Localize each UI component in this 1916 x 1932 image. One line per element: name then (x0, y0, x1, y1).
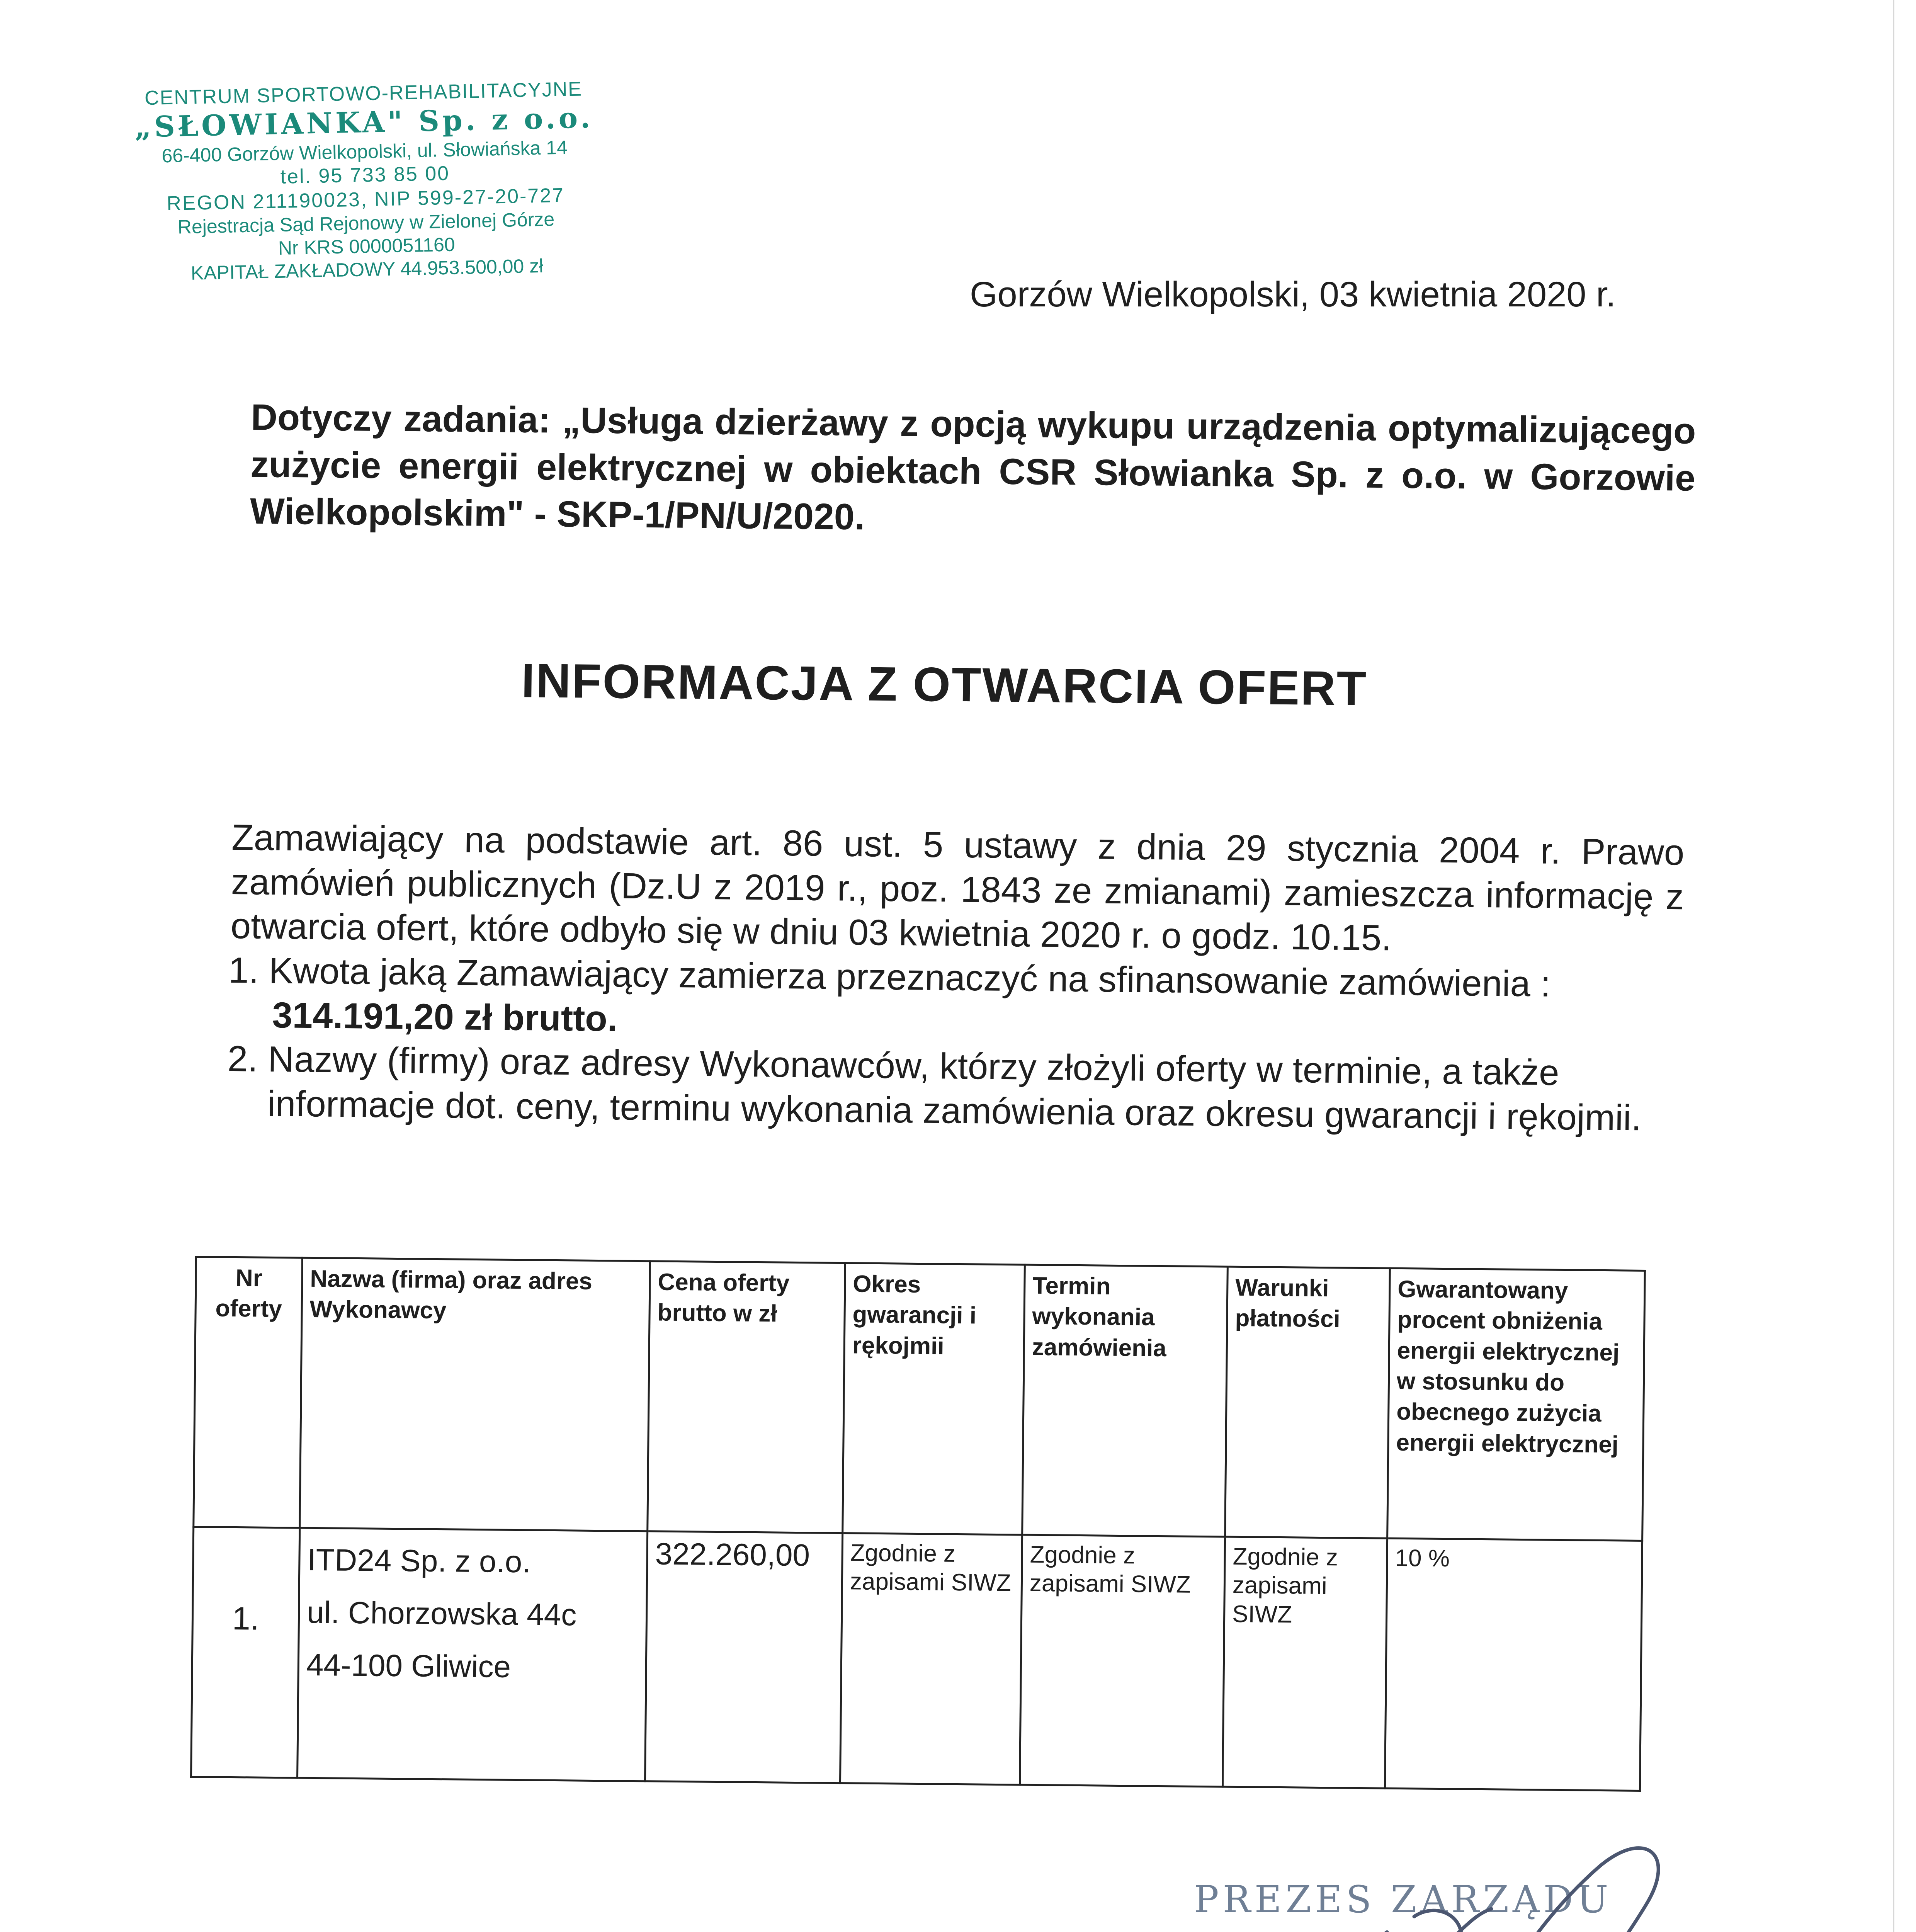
cell-guaranteed: 10 % (1385, 1538, 1642, 1791)
header-warranty: Okres gwarancji i rękojmii (843, 1263, 1025, 1535)
cell-payment: Zgodnie z zapisami SIWZ (1222, 1537, 1387, 1788)
header-name: Nazwa (firma) oraz adres Wykonawcy (300, 1258, 650, 1531)
stamp-line-2: „SŁOWIANKA" Sp. z o.o. (134, 101, 594, 145)
item1-text: Kwota jaką Zamawiający zamierza przeznaczyć na sfinansowanie zamówienia : (269, 950, 1551, 1004)
item1-amount: 314.191,20 zł brutto. (272, 994, 618, 1039)
header-nr: Nr oferty (194, 1257, 303, 1528)
cell-nr: 1. (191, 1527, 300, 1778)
cell-name (298, 1528, 648, 1781)
offers-table (190, 1256, 1646, 1792)
header-payment: Warunki płatności (1225, 1267, 1390, 1538)
stamp-line-6: Rejestracja Sąd Rejonowy w Zielonej Górze (177, 208, 555, 238)
cell-deadline: Zgodnie z zapisami SIWZ (1020, 1535, 1225, 1787)
document-body (229, 815, 1685, 1141)
list-item-2 (267, 1037, 1682, 1141)
stamp-line-4: tel. 95 733 85 00 (280, 162, 450, 189)
cell-name-line1: ITD24 Sp. z o.o. (307, 1542, 531, 1579)
stamp-line-8: KAPITAŁ ZAKŁADOWY 44.953.500,00 zł (190, 255, 544, 284)
intro-paragraph: Zamawiający na podstawie art. 86 ust. 5 ustawy z dnia 29 stycznia 2004 r. Prawo zamówień publicznych (Dz.U z 2019 r., poz. 1843 ze zmianami) zamieszcza informację z otwarcia ofert, które odbyło się w dniu 03 kwietnia 2020 r. o godz. 10.15. (230, 816, 1685, 958)
stamp-line-1: CENTRUM SPORTOWO-REHABILITACYJNE (144, 78, 583, 110)
document-date: Gorzów Wielkopolski, 03 kwietnia 2020 r. (970, 275, 1616, 314)
offers-table-wrapper (190, 1256, 1646, 1792)
cell-warranty: Zgodnie z zapisami SIWZ (840, 1533, 1022, 1785)
signature1-title: PREZES ZARZĄDU (1194, 1878, 1612, 1921)
company-stamp (112, 77, 619, 286)
cell-name-line2: ul. Chorzowska 44c (306, 1595, 577, 1632)
header-deadline: Termin wykonania zamówienia (1022, 1265, 1228, 1537)
table-header-row (194, 1257, 1645, 1541)
item2-text: Nazwy (firmy) oraz adresy Wykonawców, którzy złożyli oferty w terminie, a także informacje dot. ceny, terminu wykonania zamówienia oraz okresu gwarancji i rękojmii. (267, 1039, 1642, 1138)
header-guaranteed: Gwarantowany procent obniżenia energii elektrycznej w stosunku do obecnego zużycia energii elektrycznej (1387, 1268, 1645, 1541)
cell-price: 322.260,00 (645, 1531, 843, 1783)
document-heading: INFORMACJA Z OTWARCIA OFERT (521, 653, 1368, 716)
stamp-line-3: 66-400 Gorzów Wielkopolski, ul. Słowiańska 14 (161, 136, 568, 167)
scan-edge-line (1893, 0, 1894, 1932)
list-item-1 (268, 949, 1683, 1052)
stamp-line-5: REGON 211190023, NIP 599-27-20-727 (166, 184, 565, 215)
header-price: Cena oferty brutto w zł (648, 1261, 845, 1533)
info-list (229, 948, 1683, 1141)
stamp-line-7: Nr KRS 0000051160 (278, 233, 456, 259)
subject-paragraph: Dotyczy zadania: „Usługa dzierżawy z opcją wykupu urządzenia optymalizującego zużycie energii elektrycznej w obiektach CSR Słowianka Sp. z o.o. w Gorzowie Wielkopolskim" - SKP-1/PN/U/2020. (250, 396, 1696, 538)
table-row (191, 1527, 1642, 1791)
cell-name-line3: 44-100 Gliwice (306, 1647, 511, 1684)
